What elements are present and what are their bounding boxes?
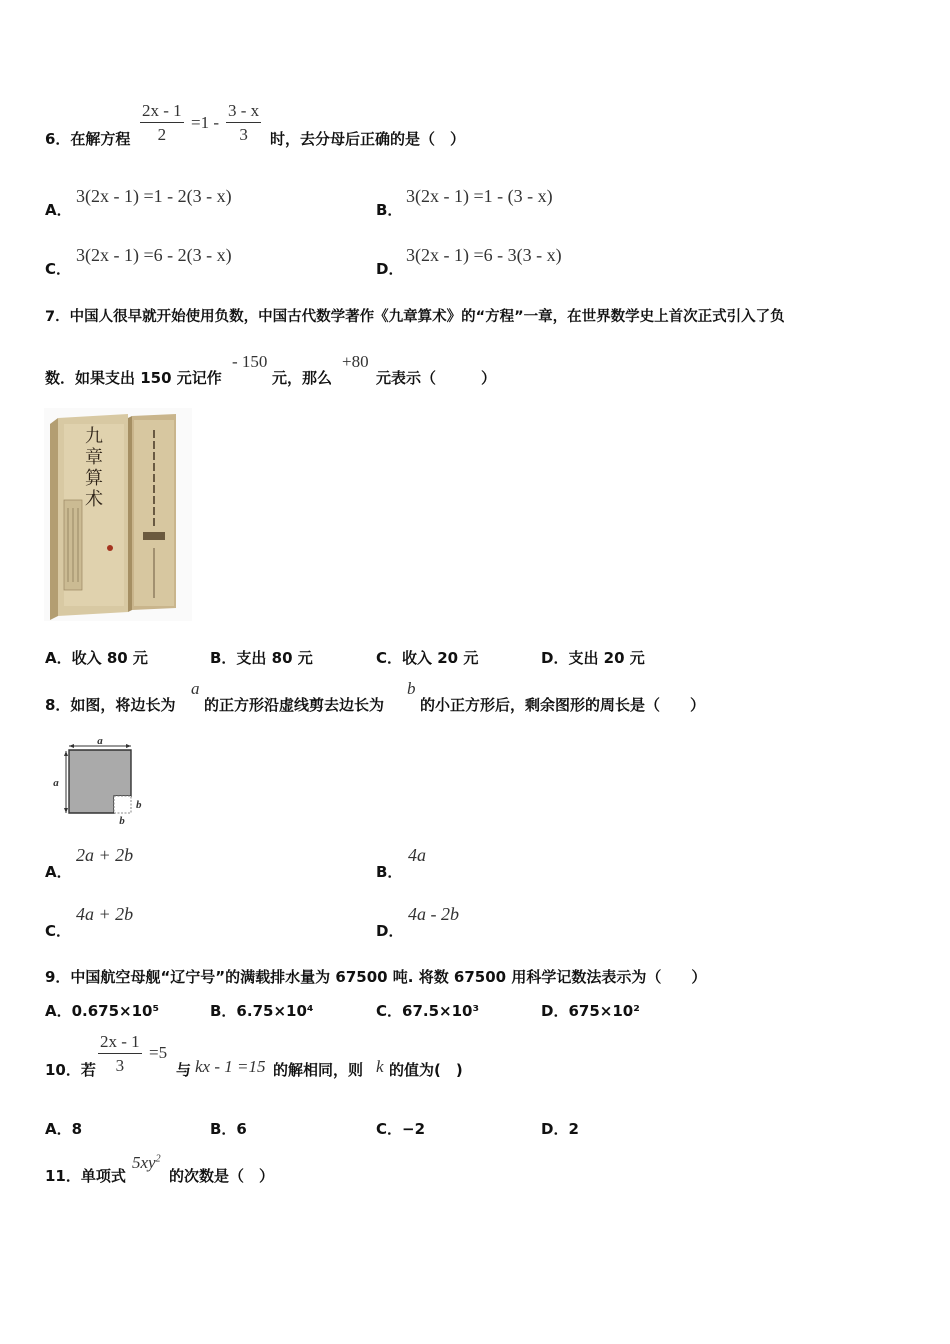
fig-label-b-right: b [136,799,142,811]
q7-option-d: D．支出 20 元 [541,649,645,667]
q6-frac2-numerator: 3 - x [226,100,261,123]
q9-option-a: A．0.675×10⁵ [45,1002,160,1020]
q8-option-a-label: A． [45,863,72,881]
q6-option-a-expr: 3(2x - 1) =1 - 2(3 - x) [76,186,232,206]
q11-monomial: 5xy [132,1153,156,1172]
q6-frac2-denominator: 3 [239,125,248,144]
book-title-char: 九 [85,426,103,447]
q8-var-a: a [191,679,200,698]
q7-option-a: A．收入 80 元 [45,649,148,667]
fig-label-a-left: a [53,777,59,789]
q6-option-c-label: C． [45,260,72,278]
q10-frac-numerator: 2x - 1 [98,1031,142,1054]
q8-option-d-label: D． [376,922,404,940]
q6-option-b-label: B． [376,201,403,219]
q8-option-a-expr: 2a + 2b [76,845,134,865]
q6-fraction-2 [226,100,261,147]
q7-expr-plus80: +80 [342,352,369,371]
q9-option-b: B．6.75×10⁴ [210,1002,314,1020]
q8-text-a: 8．如图，将边长为 [45,696,176,714]
q9-option-c: C．67.5×10³ [376,1002,480,1020]
q6-option-d-label: D． [376,260,404,278]
fig-label-b-bottom: b [119,815,125,827]
fig-label-a-top: a [97,736,103,747]
q6-equals: =1 - [191,113,219,132]
q8-text-c: 的小正方形后，剩余图形的周长是（ ） [420,696,706,714]
book-title-text [85,426,103,510]
q7-line1: 7．中国人很早就开始使用负数，中国古代数学著作《九章算术》的“方程”一章，在世界数学史上首次正式引入了负 [45,309,785,325]
q10-option-a: A．8 [45,1120,83,1138]
q10-option-d: D．2 [541,1120,579,1138]
q6-frac1-numerator: 2x - 1 [140,100,184,123]
q8-option-c-label: C． [45,922,72,940]
q8-text-b: 的正方形沿虚线剪去边长为 [204,696,385,714]
q10-frac-denominator: 3 [115,1056,125,1075]
book-title-char: 章 [85,447,103,468]
q8-option-b-expr: 4a [408,845,426,865]
q6-option-a-label: A． [45,201,72,219]
q7-option-c: C．收入 20 元 [376,649,479,667]
q10-option-c: C．−2 [376,1120,426,1138]
q6-option-c-expr: 3(2x - 1) =6 - 2(3 - x) [76,245,232,265]
q8-option-d-expr: 4a - 2b [408,904,459,924]
book-title-char: 算 [85,468,103,489]
q8-option-b-label: B． [376,863,403,881]
q10-var-k: k [376,1057,384,1076]
q10-prefix: 10．若 [45,1061,96,1079]
q7-line2-b: 元，那么 [272,369,333,387]
q10-eq: =5 [149,1043,168,1062]
q10-suffix: 的值为( ) [389,1061,463,1079]
q10-mid: 与 [176,1061,192,1079]
q11-exponent: 2 [155,1153,161,1165]
q11-expr [132,1153,161,1173]
q11-suffix: 的次数是（ ） [169,1167,275,1185]
book-illustration [44,408,192,621]
q7-expr-neg150: - 150 [232,352,268,371]
q6-suffix: 时，去分母后正确的是（ ） [270,130,466,148]
q7-line2-c: 元表示（ ） [376,369,497,387]
q6-fraction-1 [140,100,184,147]
q7-line2-a: 数．如果支出 150 元记作 [45,369,222,387]
q9-option-d: D．675×10² [541,1002,640,1020]
q6-frac1-denominator: 2 [157,125,167,144]
q10-expr: kx - 1 =15 [195,1057,266,1076]
q8-var-b: b [407,679,416,698]
q10-fraction [98,1031,142,1078]
q7-option-b: B．支出 80 元 [210,649,313,667]
q6-prefix: 6．在解方程 [45,130,131,148]
q7-book-image [44,408,192,621]
q8-option-c-expr: 4a + 2b [76,904,134,924]
q10-mid2: 的解相同，则 [273,1061,364,1079]
book-title-char: 术 [85,489,103,510]
q9-text: 9．中国航空母舰“辽宁号”的满载排水量为 67500 吨. 将数 67500 用科学记数法表示为（ ） [45,968,707,986]
q11-prefix: 11．单项式 [45,1167,126,1185]
q8-figure [50,736,150,828]
q6-option-d-expr: 3(2x - 1) =6 - 3(3 - x) [406,245,562,265]
square-diagram [50,736,150,828]
q6-option-b-expr: 3(2x - 1) =1 - (3 - x) [406,186,553,206]
q10-option-b: B．6 [210,1120,247,1138]
